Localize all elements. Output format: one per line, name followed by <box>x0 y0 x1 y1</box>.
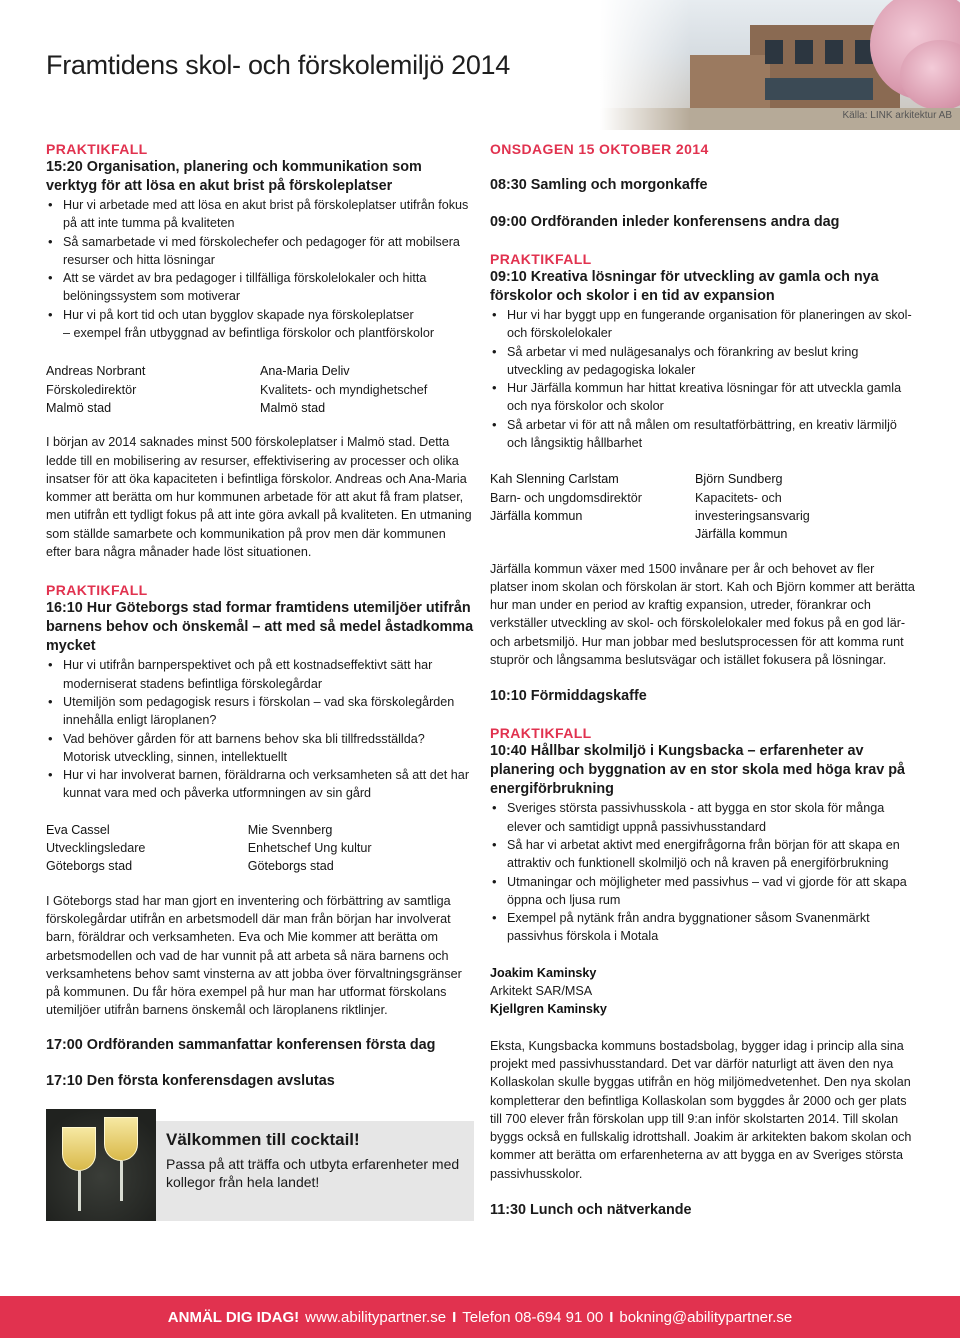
list-item: • Hur vi har involverat barnen, föräldrarna och verksamheten så att det har kunnat vara med och påverka utformningen av sin gård <box>46 766 474 803</box>
right-column <box>490 140 915 1220</box>
case-label: PRAKTIKFALL <box>490 725 592 742</box>
speaker-name: Björn Sundberg <box>695 472 783 487</box>
speaker-role: Kapacitets- och investeringsansvarig <box>695 490 810 523</box>
speaker-name: Andreas Norbrant <box>46 364 146 379</box>
speaker-role: Barn- och ungdomsdirektör <box>490 490 642 505</box>
list-item: • Hur vi har byggt upp en fungerande organisation för planeringen av skol- och förskolelokaler <box>490 306 915 343</box>
session-heading: 15:20 Organisation, planering och kommunikation som verktyg för att lösa en akut brist på förskoleplatser <box>46 159 422 194</box>
speaker-name: Eva Cassel <box>46 822 110 837</box>
agenda-item: 09:00 Ordföranden inleder konferensens andra dag <box>490 214 840 230</box>
website-link[interactable]: www.abilitypartner.se <box>305 1308 447 1326</box>
speakers <box>46 821 474 876</box>
bullet-list <box>490 306 915 452</box>
speaker <box>46 362 260 417</box>
speaker-role: Förskoledirektör <box>46 382 137 397</box>
bullet-list <box>490 799 915 945</box>
list-item: • Sveriges största passivhusskola - att bygga en stor skola för många elever och samtidigt uppnå passivhusstandard <box>490 799 915 836</box>
list-item: • Så arbetar vi för att nå målen om resultatförbättring, en kreativ lärmiljö och långsiktig hållbarhet <box>490 416 915 453</box>
email-link[interactable]: bokning@abilitypartner.se <box>619 1308 793 1326</box>
list-item: • Utmaningar och möjligheter med passivhus – vad vi gjorde för att skapa öppna och ljusa rum <box>490 873 915 910</box>
list-item: • Hur vi utifrån barnperspektivet och på ett kostnadseffektivt sätt har moderniserat stadens befintliga förskolegårdar <box>46 656 474 693</box>
footer-bar <box>0 1296 960 1338</box>
speaker-org: Malmö stad <box>260 400 326 415</box>
agenda-item: 11:30 Lunch och nätverkande <box>490 1201 692 1218</box>
register-cta[interactable]: ANMÄL DIG IDAG! <box>167 1308 300 1326</box>
speaker <box>248 821 474 876</box>
speaker-role: Enhetschef Ung kultur <box>247 841 372 856</box>
speaker <box>490 964 915 1019</box>
session-description: Järfälla kommun växer med 1500 invånare per år och behovet av fler platser inom skolan och förskolan är stort. Kah och Björn kommer att berätta hur man under en period av kraftig expansion, utreder, förankrar och verkställer utveckling av skol- och förskolelokaler med fokus på en god lär- och arbetsmiljö. Hur man jobbar med beslutsprocessen för att komma runt stuprör och långsamma beslutsvägar och istället fokusera på lösningar. <box>490 561 915 668</box>
speaker <box>695 470 845 543</box>
session-heading: 10:40 Hållbar skolmiljö i Kungsbacka – erfarenheter av planering och byggnation av en stor skola med höga krav på energiförbrukning <box>490 743 906 798</box>
left-column <box>46 140 474 1221</box>
speaker-org: Järfälla kommun <box>695 527 788 542</box>
speakers <box>46 362 474 417</box>
session-heading: 16:10 Hur Göteborgs stad formar framtidens utemiljöer utifrån barnens behov och önskemål – att med så medel åstadkomma mycket <box>46 600 474 655</box>
speaker-role: Utvecklingsledare <box>46 841 146 856</box>
speaker <box>46 821 248 876</box>
speaker-name: Ana-Maria Deliv <box>260 364 350 379</box>
speaker-role: Arkitekt SAR/MSA <box>490 984 593 999</box>
list-item: • Så har vi arbetat aktivt med energifrågorna från början för att skapa en attraktiv och funktionell skolmiljö och nå kraven på energiförbrukning <box>490 836 915 873</box>
list-subline: – exempel från utbyggnad av befintliga förskolor och plantförskolor <box>63 326 435 341</box>
list-item: • Exempel på nytänk från andra byggnationer såsom Svanenmärkt passivhus förskola i Motala <box>490 909 915 946</box>
list-item: • Hur vi arbetade med att lösa en akut brist på förskoleplatser utifrån fokus på att inte tumma på kvaliteten <box>46 196 474 233</box>
champagne-glasses-image <box>46 1109 156 1221</box>
list-item: • Så arbetar vi med nulägesanalys och förankring av beslut kring utveckling av pedagogiska lokaler <box>490 343 915 380</box>
photo-credit: Källa: LINK arkitektur AB <box>842 110 952 121</box>
case-label: PRAKTIKFALL <box>46 582 148 599</box>
speaker-org: Järfälla kommun <box>490 508 583 523</box>
list-item: • Att se värdet av bra pedagoger i tillfälliga förskolelokaler och hitta belöningssystem som motiverar <box>46 269 474 306</box>
speakers <box>490 470 915 543</box>
list-item: • Vad behöver gården för att barnens behov ska bli tillfredsställda? Motorisk utveckling, sinnen, intellektuellt <box>46 730 474 767</box>
session-description: Eksta, Kungsbacka kommuns bostadsbolag, bygger idag i princip alla sina projekt med passivhusstandard. Det var därför naturligt att även den nya Kollaskolan skulle byggas utifrån en hög miljömedvetenhet. Den nya skolan kompletterar den befintliga Kollaskolan som byggdes år 2000 och ger plats till 700 elever från förskolan upp till 9:an inför skolstarten 2014. Till skolan byggs också en fullskalig idrottshall. Joakim är arkitekten bakom skolan och kommer att berätta om erfarenheterna av att bygga en av Sveriges största passivhusskolor. <box>490 1038 912 1181</box>
speaker-name: Mie Svennberg <box>247 822 333 837</box>
cocktail-text: Passa på att träffa och utbyta erfarenheter med kollegor från hela landet! <box>166 1155 460 1190</box>
page-title: Framtidens skol- och förskolemiljö 2014 <box>46 50 510 80</box>
speaker-name: Joakim Kaminsky <box>490 965 597 980</box>
speaker-org: Malmö stad <box>46 400 112 415</box>
separator: I <box>609 1308 614 1326</box>
list-item: • Utemiljön som pedagogisk resurs i förskolan – vad ska förskolegården innehålla enligt läroplanen? <box>46 693 474 730</box>
bullet-list <box>46 196 474 324</box>
session-description: I Göteborgs stad har man gjort en inventering och förbättring av samtliga förskolegårdar utifrån en arbetsmodell där man från början har involverat barn, föräldrar och verksamheten. Eva och Mie kommer att berätta om arbetsmodellen och vad de har vunnit på att arbeta så nära barnens och verksamhetens behov samt vinsterna av att jobba över förvaltningsgränser på kommunen. Du får höra exempel på hur man har utformat förskolans utemiljöer utifrån barnens önskemål och läroplanens riktlinjer. <box>46 893 462 1018</box>
agenda-item: 08:30 Samling och morgonkaffe <box>490 177 708 193</box>
cocktail-title: Välkommen till cocktail! <box>166 1129 360 1149</box>
speaker-org: Kjellgren Kaminsky <box>490 1002 607 1017</box>
speaker <box>490 470 695 543</box>
phone-number[interactable]: Telefon 08-694 91 00 <box>462 1308 604 1326</box>
speaker <box>260 362 474 417</box>
agenda-item: 17:00 Ordföranden sammanfattar konferensen första dag <box>46 1036 436 1053</box>
speaker-org: Göteborgs stad <box>46 859 133 874</box>
list-item: • Hur vi på kort tid och utan bygglov skapade nya förskoleplatser <box>46 306 474 324</box>
bullet-list <box>46 656 474 802</box>
agenda-item: 17:10 Den första konferensdagen avslutas <box>46 1072 335 1089</box>
case-label: PRAKTIKFALL <box>46 141 148 157</box>
session-heading: 09:10 Kreativa lösningar för utveckling av gamla och nya förskolor och skolor i en tid av expansion <box>490 269 879 304</box>
separator: I <box>452 1308 457 1326</box>
cocktail-box <box>46 1121 474 1221</box>
speaker-org: Göteborgs stad <box>247 859 334 874</box>
list-item: • Så samarbetade vi med förskolechefer och pedagoger för att mobilsera resurser och hitta lösningar <box>46 233 474 270</box>
session-description: I början av 2014 saknades minst 500 förskoleplatser i Malmö stad. Detta ledde till en mobilisering av resurser, effektivisering av processer och olika insatser för att öka kapaciteten i befintliga förskolor. Andreas och Ana-Maria kommer att berätta om hur kommunen arbetade för att akut få fram platser, men utifrån ett tydligt fokus på att inte göra avkall på kvaliteten. En utmaning som ställde samarbete och kommunikation på prov men där kommunen efter bara några månader hade löst situationen. <box>46 435 472 560</box>
case-label: PRAKTIKFALL <box>490 251 592 267</box>
day-heading: ONSDAGEN 15 OKTOBER 2014 <box>490 141 709 157</box>
list-item: • Hur Järfälla kommun har hittat kreativa lösningar för att utveckla gamla och nya förskolor och skolor <box>490 379 915 416</box>
agenda-item: 10:10 Förmiddagskaffe <box>490 688 647 705</box>
speaker-role: Kvalitets- och myndighetschef <box>260 382 428 397</box>
speaker-name: Kah Slenning Carlstam <box>490 472 619 487</box>
